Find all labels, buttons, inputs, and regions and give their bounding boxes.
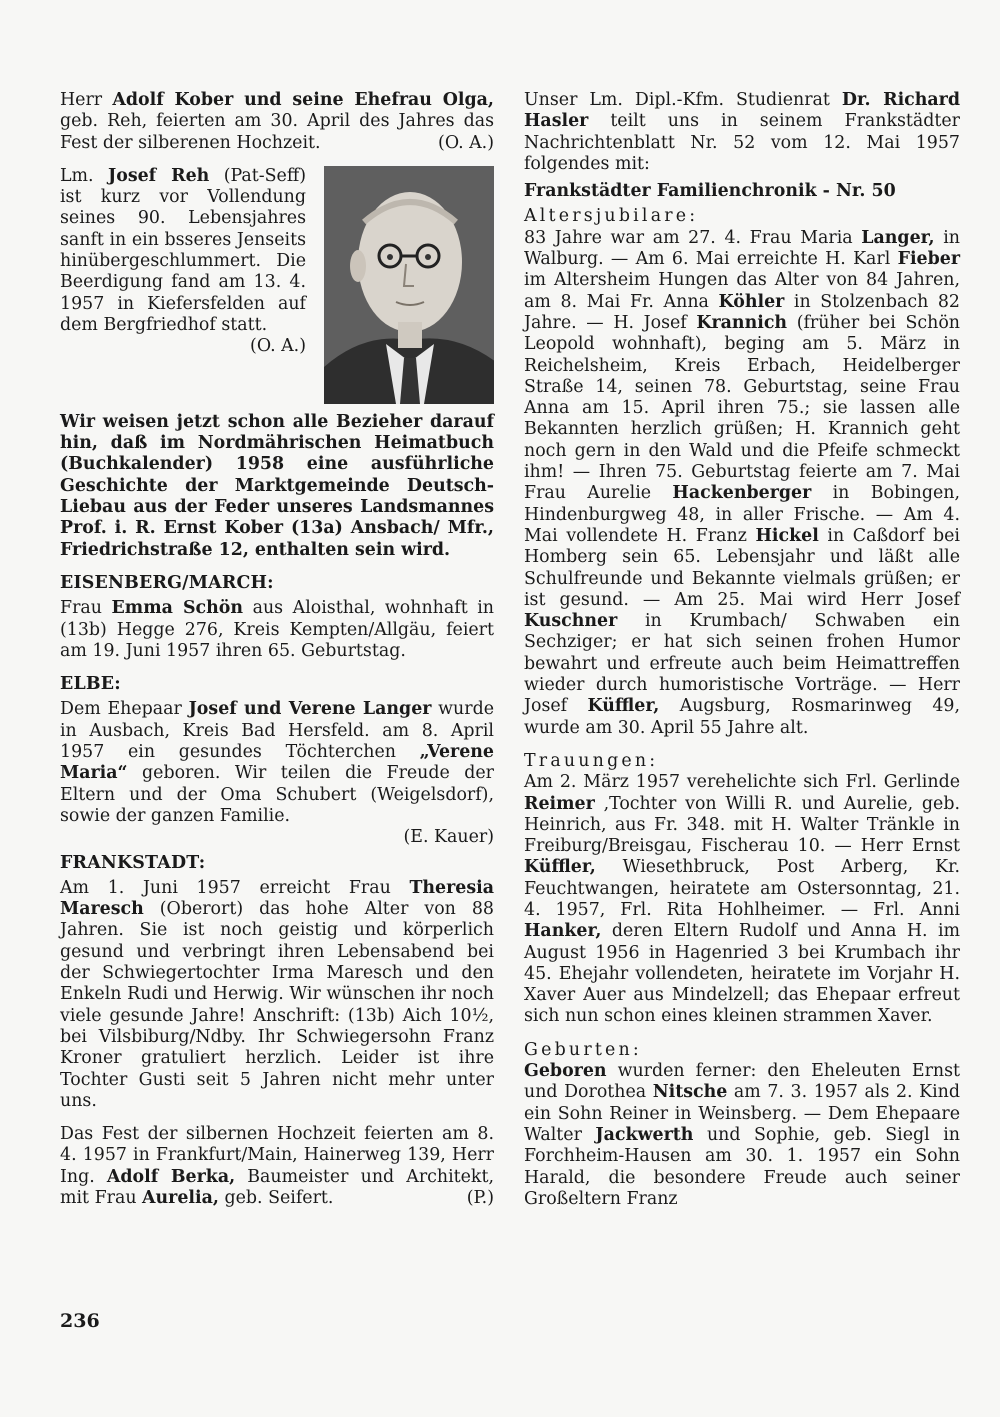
heading-elbe: ELBE: bbox=[60, 674, 121, 695]
berka-signature: (P.) bbox=[466, 1187, 494, 1208]
heimatbuch-announcement: Wir weisen jetzt schon alle Bezieher darauf hin, daß im Nordmährischen Heimatbuch (Buchkalender) 1958 eine ausführliche Geschichte der Marktgemeinde Deutsch-Liebau aus der Feder unseres Landsmannes Prof. i. R. Ernst Kober (13a) Ansbach/ Mfr., Friedrichstraße 12, enthalten sein wird. bbox=[60, 411, 494, 560]
altersjubilare-text bbox=[524, 228, 960, 739]
alters-hickel: Hickel bbox=[755, 525, 819, 546]
eisenberg-notice bbox=[60, 598, 494, 662]
heading-eisenberg: EISENBERG/MARCH: bbox=[60, 572, 274, 593]
portrait-photo bbox=[324, 166, 494, 404]
hasler-name: Dr. Richard Hasler bbox=[524, 90, 960, 132]
trau-s4: deren Eltern Rudolf und Anna H. im August 1956 in Hagenried 3 bei Krumbach ihr 45. Ehejahr vollendeten, heiratete im Vorjahr H. Xaver Auer aus Mindelzell; das Ehepaar erfreut sich nun schon eines kleinen strammen Xaver. bbox=[524, 921, 960, 1027]
eisenberg-name: Emma Schön bbox=[111, 598, 243, 619]
elbe-names: Josef und Verene Langer bbox=[188, 699, 432, 720]
trau-s3: Wiesethbruck, Post Arberg, Kr. Feuchtwangen, heiratete am Ostersonntag, 21. 4. 1957, Frl. Rita Hohlheimer. — Frl. Anni bbox=[524, 857, 960, 920]
reh-signature: (O. A.) bbox=[250, 336, 306, 357]
alters-s7: in Caßdorf bei Homberg sein 65. Lebensjahr und läßt alle Schulfreunde und Bekannte vielmals grüßen; er ist gesund. — Am 25. Mai wird Herr Josef bbox=[524, 525, 960, 610]
kober-text-2: geb. Reh, feierten am 30. April des Jahres das Fest der silberenen Hochzeit. bbox=[60, 111, 494, 153]
geb-geboren: Geboren bbox=[524, 1061, 607, 1082]
eisenberg-text: Frau bbox=[60, 598, 112, 619]
intro-text-2: teilt uns in seinem Frankstädter Nachrichtenblatt Nr. 52 vom 12. Mai 1957 folgendes mit: bbox=[524, 111, 960, 174]
trau-s2: ,Tochter von Willi R. und Aurelie, geb. Heinrich, aus Fr. 348. mit H. Walter Tränkle in Freiburg/Breisgau, Fischerau 10. — Herr Ernst bbox=[524, 793, 960, 857]
hasler-intro bbox=[524, 90, 960, 175]
geburten-text bbox=[524, 1061, 960, 1210]
trau-kueffler: Küffler, bbox=[524, 857, 596, 878]
reh-name: Josef Reh bbox=[108, 165, 210, 186]
berka-text-3: geb. Seifert. bbox=[218, 1187, 334, 1208]
left-column bbox=[60, 90, 494, 1221]
geb-s3: und Sophie, geb. Siegl in Forchheim-Hausen am 30. 1. 1957 ein Sohn Harald, die besondere Freude auch seiner Großeltern Franz bbox=[524, 1124, 960, 1209]
alters-koehler: Köhler bbox=[718, 291, 785, 312]
geb-s1: wurden ferner: den Eheleuten Ernst und Dorothea bbox=[524, 1061, 960, 1103]
maresch-text: Am 1. Juni 1957 erreicht Frau bbox=[60, 877, 410, 898]
chronik-title: Frankstädter Familienchronik - Nr. 50 bbox=[524, 181, 896, 202]
page-number: 236 bbox=[60, 1310, 100, 1332]
alters-s2: in Walburg. — Am 6. Mai erreichte H. Karl bbox=[524, 227, 960, 270]
alters-kueffler: Küffler, bbox=[587, 696, 660, 717]
alters-fieber: Fieber bbox=[897, 249, 960, 270]
alters-krannich: Krannich bbox=[696, 312, 788, 333]
alters-s9: Augsburg, Rosmarinweg 49, wurde am 30. April 55 Jahre alt. bbox=[524, 696, 960, 738]
kober-names: Adolf Kober und seine Ehefrau Olga, bbox=[112, 90, 494, 110]
alters-langer: Langer, bbox=[861, 227, 935, 248]
reh-text bbox=[60, 166, 306, 358]
trau-reimer: Reimer bbox=[524, 793, 595, 814]
heading-altersjubilare: Altersjubilare: bbox=[524, 206, 699, 227]
alters-s5: (früher bei Schön Leopold wohnhaft), beging am 5. März in Reichelsheim, Kreis Erbach, Heidelberger Straße 14, seinen 78. Geburtstag, seine Frau Anna am 15. April ihren 75.; sie lassen alle Bekannten herzlich grüßen; H. Krannich geht noch gern in den Wald und die Pfeife schmeckt ihm! — Ihren 75. Geburtstag feierte am 7. Mai Frau Aurelie bbox=[524, 312, 960, 504]
alters-s3: im Altersheim Hungen das Alter von 84 Jahren, am 8. Mai Fr. Anna bbox=[524, 270, 960, 312]
frankstadt-maresch-notice bbox=[60, 878, 494, 1112]
maresch-text-2: (Oberort) das hohe Alter von 88 Jahren. Sie ist noch geistig und körperlich gesund und verbringt ihren Lebensabend bei der Schwiegertochter Irma Maresch und den Enkeln Rudi und Herwig. Wir wünschen ihr noch viele gesunde Jahre! Anschrift: (13b) Aich 10½, bei Vilsbiburg/Ndby. Ihr Schwiegersohn Franz Kroner gratuliert herzlich. Leider ist ihre Tochter Gusti seit 5 Jahren nicht mehr unter uns. bbox=[60, 899, 494, 1111]
portrait-illustration bbox=[324, 166, 494, 404]
reh-text-1: Lm. bbox=[60, 165, 108, 186]
reh-obituary bbox=[60, 166, 494, 404]
alters-kuschner: Kuschner bbox=[524, 611, 618, 632]
heading-trauungen: Trauungen: bbox=[524, 750, 659, 771]
elbe-text-2: wurde in Ausbach, Kreis Bad Hersfeld. am 8. April 1957 ein gesundes Töchterchen bbox=[60, 699, 494, 763]
kober-notice bbox=[60, 90, 494, 154]
alters-s4: in Stolzenbach 82 Jahre. — H. Josef bbox=[524, 291, 960, 333]
trau-hanker: Hanker, bbox=[524, 921, 602, 942]
alters-s8: in Krumbach/ Schwaben ein Sechziger; er hat sich seinen frohen Humor bewahrt und erfreute auch beim Heimattreffen wieder durch humoristische Vorträge. — Herr Josef bbox=[524, 611, 960, 717]
berka-text-2: Baumeister und Architekt, mit Frau bbox=[60, 1166, 494, 1208]
berka-text: Das Fest der silbernen Hochzeit feierten am 8. 4. 1957 in Frankfurt/Main, Hainerweg 139, Herr Ing. bbox=[60, 1124, 494, 1187]
aurelia-name: Aurelia, bbox=[142, 1187, 219, 1208]
reh-text-2: (Pat-Seff) ist kurz vor Vollendung seines 90. Lebensjahres sanft in ein bsseres Jenseits hinübergeschlummert. Die Beerdigung fand am 13. 4. 1957 in Kiefersfelden auf dem Bergfriedhof statt. bbox=[60, 165, 306, 335]
intro-text: Unser Lm. Dipl.-Kfm. Studienrat bbox=[524, 90, 842, 110]
berka-name: Adolf Berka, bbox=[106, 1166, 236, 1187]
maresch-name: Theresia Maresch bbox=[60, 877, 494, 920]
kober-signature: (O. A.) bbox=[438, 132, 494, 153]
elbe-child-name: „Verene Maria“ bbox=[60, 742, 494, 784]
alters-s6: in Bobingen, Hindenburgweg 48, in aller Frische. — Am 4. Mai vollendete H. Franz bbox=[524, 483, 960, 546]
elbe-text: Dem Ehepaar bbox=[60, 699, 189, 720]
geb-nitsche: Nitsche bbox=[652, 1082, 728, 1103]
heading-geburten: Geburten: bbox=[524, 1039, 642, 1060]
alters-s1: 83 Jahre war am 27. 4. Frau Maria bbox=[524, 227, 862, 248]
kober-text: Herr bbox=[60, 90, 113, 110]
alters-hackenberger: Hackenberger bbox=[672, 483, 812, 504]
elbe-signature: (E. Kauer) bbox=[403, 827, 494, 848]
frankstadt-berka-notice bbox=[60, 1124, 494, 1209]
trauungen-text bbox=[524, 772, 960, 1028]
elbe-text-3: geboren. Wir teilen die Freude der Eltern und der Oma Schubert (Weigelsdorf), sowie der ganzen Familie. bbox=[60, 763, 494, 826]
geb-s2: am 7. 3. 1957 als 2. Kind ein Sohn Reiner in Weinsberg. — Dem Ehepaare Walter bbox=[524, 1082, 960, 1145]
heading-frankstadt: FRANKSTADT: bbox=[60, 852, 206, 873]
elbe-notice bbox=[60, 699, 494, 848]
geb-jackwerth: Jackwerth bbox=[595, 1124, 694, 1145]
eisenberg-text-2: aus Aloisthal, wohnhaft in (13b) Hegge 276, Kreis Kempten/Allgäu, feiert am 19. Juni 1957 ihren 65. Geburtstag. bbox=[60, 598, 495, 661]
trau-s1: Am 2. März 1957 verehelichte sich Frl. Gerlinde bbox=[524, 772, 960, 793]
right-column bbox=[524, 90, 960, 1222]
